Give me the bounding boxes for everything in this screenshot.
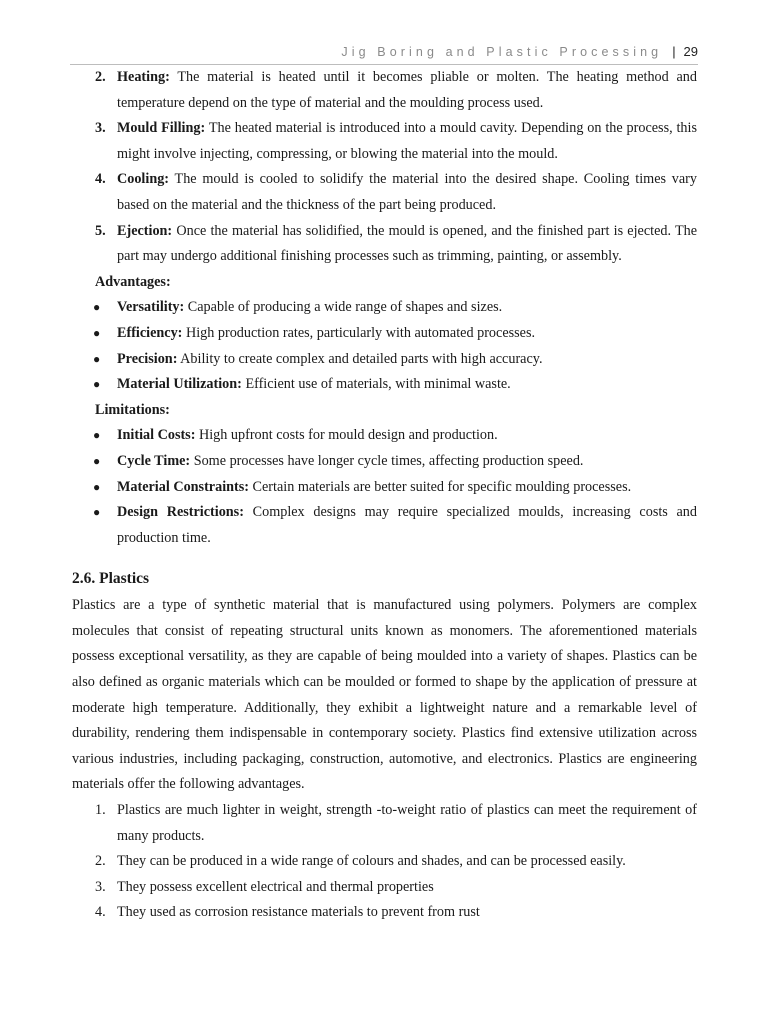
item-number: 2.	[95, 69, 106, 85]
item-text: High production rates, particularly with automated processes.	[182, 324, 536, 341]
item-text: Some processes have longer cycle times, affecting production speed.	[190, 452, 584, 469]
item-label: Cycle Time:	[117, 452, 191, 469]
item-label: Material Constraints:	[117, 478, 249, 495]
list-item	[95, 900, 697, 926]
item-label: Initial Costs:	[117, 427, 196, 444]
section-heading: 2.6. Plastics	[72, 570, 150, 588]
item-text: They can be produced in a wide range of colours and shades, and can be processed easily.	[117, 853, 626, 870]
plastics-advantages-list	[72, 798, 697, 926]
page-number: 29	[683, 44, 698, 59]
item-number: 1.	[95, 802, 106, 819]
page-body	[72, 65, 697, 926]
item-text: Plastics are much lighter in weight, strength -to-weight ratio of plastics can meet the requirement of many products.	[117, 802, 697, 844]
bullet-icon: ●	[93, 428, 101, 443]
item-label: Mould Filling:	[117, 120, 206, 137]
list-item	[95, 116, 697, 167]
list-item	[95, 65, 697, 116]
item-number: 4.	[95, 171, 106, 188]
limitations-heading: Limitations:	[95, 401, 170, 418]
item-label: Design Restrictions:	[117, 504, 244, 521]
header-separator: |	[672, 44, 676, 59]
bullet-icon: ●	[93, 505, 101, 520]
item-label: Heating:	[117, 69, 170, 85]
item-text: The mould is cooled to solidify the material into the desired shape. Cooling times vary based on the material and the thickness of the part being produced.	[117, 171, 697, 213]
item-label: Ejection:	[117, 222, 173, 239]
list-item	[95, 167, 697, 218]
bullet-icon: ●	[93, 479, 101, 494]
list-item	[95, 875, 697, 901]
list-item	[93, 347, 697, 373]
item-number: 3.	[95, 120, 106, 137]
running-title: Jig Boring and Plastic Processing	[341, 45, 663, 59]
item-label: Material Utilization:	[117, 376, 242, 393]
list-item	[93, 449, 697, 475]
item-number: 3.	[95, 878, 106, 895]
list-item	[93, 295, 697, 321]
item-text: Capable of producing a wide range of shapes and sizes.	[184, 299, 503, 316]
section-paragraph: Plastics are a type of synthetic material that is manufactured using polymers. Polymers are complex molecules that consist of repeating structural units known as monomers. The aforementioned materials possess exceptional versatility, as they are capable of being moulded into a variety of shapes. Plastics can be also defined as organic materials which can be moulded or formed to shape by the application of pressure at moderate high temperature. Additionally, they exhibit a lightweight nature and a remarkable level of durability, rendering them indispensable in contemporary society. Plastics find extensive utilization across various industries, including packaging, construction, automotive, and electronics. Plastics are engineering materials offer the following advantages.	[72, 597, 697, 793]
bullet-icon: ●	[93, 351, 101, 366]
item-text: The heated material is introduced into a mould cavity. Depending on the process, this might involve injecting, compressing, or blowing the material into the mould.	[117, 120, 697, 162]
item-text: Complex designs may require specialized moulds, increasing costs and production time.	[117, 504, 697, 546]
item-number: 4.	[95, 904, 106, 921]
list-item	[93, 321, 697, 347]
page-header	[70, 44, 698, 65]
item-label: Versatility:	[117, 299, 185, 316]
bullet-icon: ●	[93, 325, 101, 340]
advantages-heading: Advantages:	[95, 273, 171, 290]
item-number: 5.	[95, 222, 106, 239]
item-number: 2.	[95, 853, 106, 870]
item-text: They possess excellent electrical and thermal properties	[117, 878, 434, 895]
list-item	[93, 475, 697, 501]
bullet-icon: ●	[93, 453, 101, 468]
item-label: Efficiency:	[117, 324, 183, 341]
item-label: Precision:	[117, 350, 178, 367]
bullet-icon: ●	[93, 300, 101, 315]
list-item	[93, 500, 697, 551]
advantages-list	[72, 295, 697, 397]
list-item	[95, 798, 697, 849]
item-text: The material is heated until it becomes pliable or molten. The heating method and temperature depend on the type of material and the moulding process used.	[117, 69, 697, 111]
list-item	[95, 219, 697, 270]
list-item	[93, 423, 697, 449]
item-text: Ability to create complex and detailed parts with high accuracy.	[177, 350, 543, 367]
item-text: They used as corrosion resistance materials to prevent from rust	[117, 904, 480, 921]
item-text: Efficient use of materials, with minimal waste.	[241, 376, 511, 393]
limitations-list	[72, 423, 697, 551]
list-item	[93, 372, 697, 398]
item-text: Certain materials are better suited for specific moulding processes.	[249, 478, 632, 495]
item-text: Once the material has solidified, the mould is opened, and the finished part is ejected. The part may undergo additional finishing processes such as trimming, painting, or assembly.	[117, 222, 697, 265]
list-item	[95, 849, 697, 875]
item-text: High upfront costs for mould design and production.	[195, 427, 498, 444]
bullet-icon: ●	[93, 377, 101, 392]
process-steps-list	[72, 65, 697, 270]
item-label: Cooling:	[117, 171, 170, 188]
